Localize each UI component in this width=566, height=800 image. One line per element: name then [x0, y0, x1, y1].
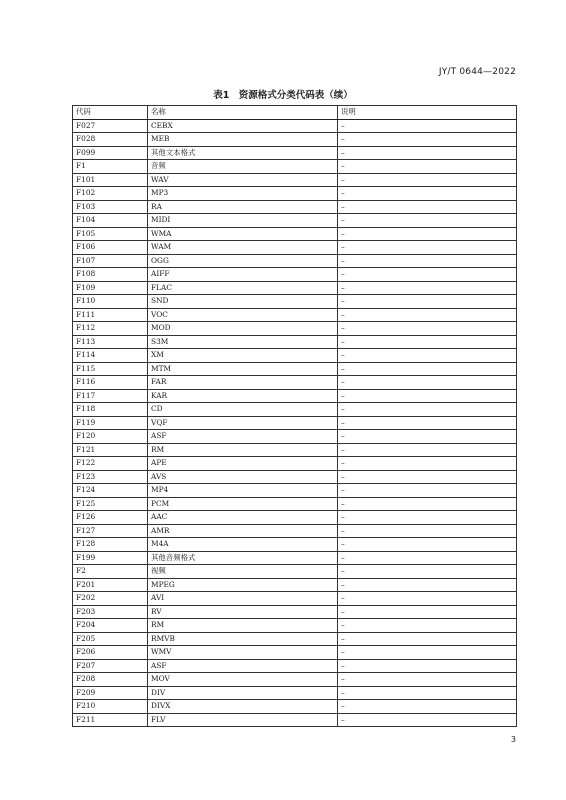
table-row: [73, 349, 517, 363]
code-cell: F121: [73, 443, 148, 457]
description-cell: –: [338, 160, 517, 174]
description-cell: –: [338, 443, 517, 457]
table-row: [73, 322, 517, 336]
name-cell: RM: [148, 619, 338, 633]
description-cell: –: [338, 646, 517, 660]
name-cell: MEB: [148, 133, 338, 147]
name-cell: XM: [148, 349, 338, 363]
name-cell: 其他文本格式: [148, 146, 338, 160]
table-row: [73, 295, 517, 309]
code-cell: F209: [73, 686, 148, 700]
table-row: [73, 457, 517, 471]
table-row: [73, 308, 517, 322]
code-cell: F116: [73, 376, 148, 390]
description-cell: –: [338, 322, 517, 336]
code-cell: F109: [73, 281, 148, 295]
name-cell: DIVX: [148, 700, 338, 714]
name-cell: APE: [148, 457, 338, 471]
code-cell: F099: [73, 146, 148, 160]
code-cell: F127: [73, 524, 148, 538]
description-cell: –: [338, 457, 517, 471]
table-row: [73, 713, 517, 727]
code-cell: F126: [73, 511, 148, 525]
description-cell: –: [338, 295, 517, 309]
table-row: [73, 578, 517, 592]
code-cell: F1: [73, 160, 148, 174]
code-cell: F106: [73, 241, 148, 255]
name-cell: RMVB: [148, 632, 338, 646]
column-header-description: 说明: [338, 106, 517, 120]
name-cell: AMR: [148, 524, 338, 538]
name-cell: FLV: [148, 713, 338, 727]
code-cell: F210: [73, 700, 148, 714]
code-cell: F119: [73, 416, 148, 430]
code-cell: F108: [73, 268, 148, 282]
table-row: [73, 227, 517, 241]
table-row: [73, 619, 517, 633]
table-row: [73, 659, 517, 673]
table-row: [73, 524, 517, 538]
table-row: [73, 700, 517, 714]
description-cell: –: [338, 470, 517, 484]
table-row: [73, 511, 517, 525]
description-cell: –: [338, 200, 517, 214]
name-cell: AIFF: [148, 268, 338, 282]
name-cell: M4A: [148, 538, 338, 552]
table-row: [73, 632, 517, 646]
name-cell: OGG: [148, 254, 338, 268]
table-row: [73, 646, 517, 660]
table-row: [73, 497, 517, 511]
table-row: [73, 200, 517, 214]
description-cell: –: [338, 430, 517, 444]
code-cell: F101: [73, 173, 148, 187]
code-cell: F113: [73, 335, 148, 349]
description-cell: –: [338, 416, 517, 430]
code-cell: F124: [73, 484, 148, 498]
name-cell: RM: [148, 443, 338, 457]
description-cell: –: [338, 713, 517, 727]
table-row: [73, 254, 517, 268]
code-cell: F208: [73, 673, 148, 687]
table-row: [73, 146, 517, 160]
name-cell: MP3: [148, 187, 338, 201]
code-cell: F202: [73, 592, 148, 606]
table-row: [73, 443, 517, 457]
description-cell: –: [338, 308, 517, 322]
description-cell: –: [338, 511, 517, 525]
code-cell: F112: [73, 322, 148, 336]
table-row: [73, 281, 517, 295]
name-cell: PCM: [148, 497, 338, 511]
description-cell: –: [338, 551, 517, 565]
name-cell: FLAC: [148, 281, 338, 295]
name-cell: SND: [148, 295, 338, 309]
name-cell: MIDI: [148, 214, 338, 228]
description-cell: –: [338, 376, 517, 390]
description-cell: –: [338, 335, 517, 349]
name-cell: DIV: [148, 686, 338, 700]
table-row: [73, 241, 517, 255]
description-cell: –: [338, 214, 517, 228]
description-cell: –: [338, 538, 517, 552]
code-cell: F204: [73, 619, 148, 633]
table-row: [73, 416, 517, 430]
code-cell: F201: [73, 578, 148, 592]
table-row: [73, 565, 517, 579]
description-cell: –: [338, 700, 517, 714]
name-cell: MOD: [148, 322, 338, 336]
standard-code: JY/T 0644—2022: [438, 67, 516, 77]
name-cell: AAC: [148, 511, 338, 525]
name-cell: RV: [148, 605, 338, 619]
name-cell: WMA: [148, 227, 338, 241]
code-cell: F104: [73, 214, 148, 228]
description-cell: –: [338, 227, 517, 241]
table-row: [73, 551, 517, 565]
name-cell: CEBX: [148, 119, 338, 133]
description-cell: –: [338, 173, 517, 187]
name-cell: ASF: [148, 659, 338, 673]
table-row: [73, 119, 517, 133]
description-cell: –: [338, 592, 517, 606]
name-cell: CD: [148, 403, 338, 417]
name-cell: VQF: [148, 416, 338, 430]
name-cell: 其他音频格式: [148, 551, 338, 565]
table-row: [73, 187, 517, 201]
description-cell: –: [338, 389, 517, 403]
table-row: [73, 362, 517, 376]
name-cell: MP4: [148, 484, 338, 498]
description-cell: –: [338, 268, 517, 282]
code-cell: F115: [73, 362, 148, 376]
table-row: [73, 470, 517, 484]
column-header-code: 代码: [73, 106, 148, 120]
description-cell: –: [338, 254, 517, 268]
code-cell: F206: [73, 646, 148, 660]
description-cell: –: [338, 241, 517, 255]
code-cell: F027: [73, 119, 148, 133]
description-cell: –: [338, 187, 517, 201]
table-row: [73, 538, 517, 552]
table-row: [73, 605, 517, 619]
name-cell: 视频: [148, 565, 338, 579]
name-cell: AVS: [148, 470, 338, 484]
code-cell: F110: [73, 295, 148, 309]
name-cell: VOC: [148, 308, 338, 322]
code-cell: F111: [73, 308, 148, 322]
table-row: [73, 173, 517, 187]
code-cell: F211: [73, 713, 148, 727]
name-cell: ASF: [148, 430, 338, 444]
name-cell: KAR: [148, 389, 338, 403]
table-header-row: [73, 106, 517, 120]
name-cell: RA: [148, 200, 338, 214]
table-row: [73, 214, 517, 228]
name-cell: WMV: [148, 646, 338, 660]
name-cell: AVI: [148, 592, 338, 606]
name-cell: S3M: [148, 335, 338, 349]
name-cell: MPEG: [148, 578, 338, 592]
description-cell: –: [338, 659, 517, 673]
code-cell: F203: [73, 605, 148, 619]
description-cell: –: [338, 403, 517, 417]
description-cell: –: [338, 133, 517, 147]
description-cell: –: [338, 119, 517, 133]
code-cell: F105: [73, 227, 148, 241]
description-cell: –: [338, 632, 517, 646]
table-row: [73, 673, 517, 687]
code-cell: F107: [73, 254, 148, 268]
code-cell: F125: [73, 497, 148, 511]
table-row: [73, 430, 517, 444]
code-cell: F120: [73, 430, 148, 444]
name-cell: WAV: [148, 173, 338, 187]
description-cell: –: [338, 362, 517, 376]
description-cell: –: [338, 524, 517, 538]
description-cell: –: [338, 578, 517, 592]
table-row: [73, 686, 517, 700]
description-cell: –: [338, 281, 517, 295]
description-cell: –: [338, 686, 517, 700]
name-cell: MOV: [148, 673, 338, 687]
code-cell: F118: [73, 403, 148, 417]
name-cell: 音频: [148, 160, 338, 174]
name-cell: MTM: [148, 362, 338, 376]
description-cell: –: [338, 484, 517, 498]
code-cell: F114: [73, 349, 148, 363]
description-cell: –: [338, 565, 517, 579]
code-cell: F2: [73, 565, 148, 579]
table-row: [73, 592, 517, 606]
description-cell: –: [338, 349, 517, 363]
table-row: [73, 335, 517, 349]
table-row: [73, 484, 517, 498]
code-cell: F122: [73, 457, 148, 471]
code-cell: F205: [73, 632, 148, 646]
name-cell: WAM: [148, 241, 338, 255]
code-cell: F102: [73, 187, 148, 201]
table-row: [73, 133, 517, 147]
code-cell: F028: [73, 133, 148, 147]
code-cell: F123: [73, 470, 148, 484]
table-row: [73, 268, 517, 282]
table-row: [73, 403, 517, 417]
table-row: [73, 389, 517, 403]
page-number: 3: [510, 735, 516, 744]
table-row: [73, 160, 517, 174]
format-code-table: [72, 105, 517, 727]
description-cell: –: [338, 497, 517, 511]
code-cell: F117: [73, 389, 148, 403]
code-cell: F199: [73, 551, 148, 565]
code-cell: F207: [73, 659, 148, 673]
description-cell: –: [338, 619, 517, 633]
name-cell: FAR: [148, 376, 338, 390]
description-cell: –: [338, 146, 517, 160]
code-cell: F128: [73, 538, 148, 552]
table-row: [73, 376, 517, 390]
column-header-name: 名称: [148, 106, 338, 120]
description-cell: –: [338, 673, 517, 687]
code-cell: F103: [73, 200, 148, 214]
description-cell: –: [338, 605, 517, 619]
table-title: 表1 资源格式分类代码表（续）: [213, 90, 353, 101]
